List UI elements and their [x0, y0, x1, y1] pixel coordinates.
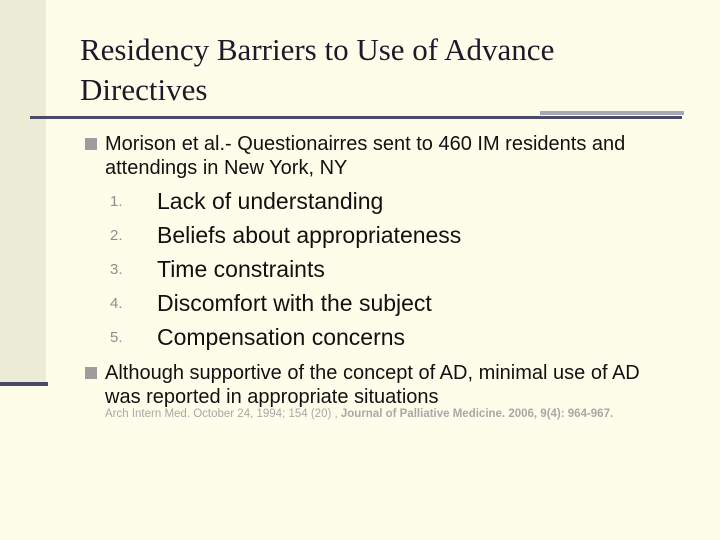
list-item-text: Discomfort with the subject — [157, 290, 432, 316]
citation-part-2: Journal of Palliative Medicine. 2006, 9(4): 964-967. — [340, 408, 614, 420]
left-decorative-band — [0, 0, 46, 382]
list-number: 4. — [110, 295, 123, 312]
numbered-list-item — [100, 320, 660, 354]
bullet-text: Although supportive of the concept of AD, minimal use of AD was reported in appropriate situations — [105, 362, 640, 408]
citation — [105, 408, 705, 420]
slide-title: Residency Barriers to Use of Advance Directives — [80, 32, 555, 107]
numbered-list-item — [100, 286, 660, 320]
numbered-list — [100, 184, 660, 354]
numbered-list-item — [100, 218, 660, 252]
bullet-item — [80, 361, 680, 409]
list-item-text: Compensation concerns — [157, 324, 406, 350]
citation-part-1: Arch Intern Med. October 24, 1994; 154 (20) , — [105, 408, 338, 420]
list-number: 3. — [110, 261, 123, 278]
left-band-edge-line — [0, 382, 48, 386]
square-bullet-icon — [85, 367, 97, 379]
numbered-list-item — [100, 184, 660, 218]
list-item-text: Beliefs about appropriateness — [157, 222, 462, 248]
bullet-text: Morison et al.- Questionairres sent to 460 IM residents and attendings in New York, NY — [105, 133, 626, 179]
list-item-text: Lack of understanding — [157, 188, 384, 214]
numbered-list-item — [100, 252, 660, 286]
list-number: 1. — [110, 193, 123, 210]
bullet-item — [80, 132, 680, 180]
title-divider-rule — [30, 116, 682, 119]
list-item-text: Time constraints — [157, 256, 325, 282]
list-number: 5. — [110, 329, 123, 346]
title-accent-rule — [540, 111, 684, 115]
square-bullet-icon — [85, 138, 97, 150]
list-number: 2. — [110, 227, 123, 244]
